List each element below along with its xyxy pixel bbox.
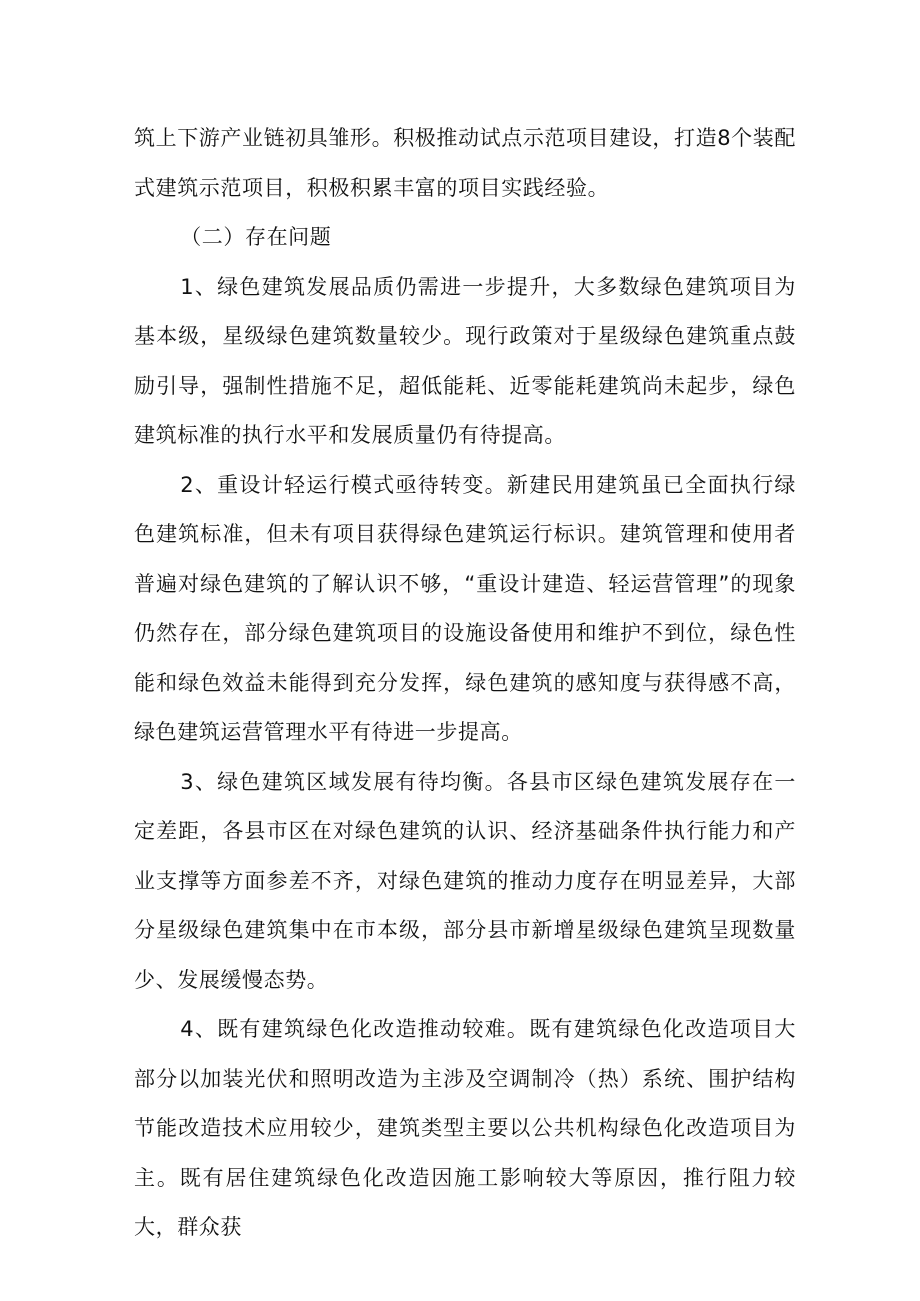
paragraph-item-2: 2、重设计轻运行模式亟待转变。新建民用建筑虽已全面执行绿色建筑标准，但未有项目获得绿色建筑运行标识。建筑管理和使用者普遍对绿色建筑的了解认识不够，“重设计建造、轻运营管理”的现象仍然存在，部分绿色建筑项目的设施设备使用和维护不到位，绿色性能和绿色效益未能得到充分发挥，绿色建筑的感知度与获得感不高，绿色建筑运营管理水平有待进一步提高。 <box>134 472 796 744</box>
document-body <box>134 114 796 1253</box>
paragraph-item-3: 3、绿色建筑区域发展有待均衡。各县市区绿色建筑发展存在一定差距，各县市区在对绿色建筑的认识、经济基础条件执行能力和产业支撑等方面参差不齐，对绿色建筑的推动力度存在明显差异，大部分星级绿色建筑集中在市本级，部分县市新增星级绿色建筑呈现数量少、发展缓慢态势。 <box>134 769 796 992</box>
paragraph-item-1: 1、绿色建筑发展品质仍需进一步提升，大多数绿色建筑项目为基本级，星级绿色建筑数量较少。现行政策对于星级绿色建筑重点鼓励引导，强制性措施不足，超低能耗、近零能耗建筑尚未起步，绿色建筑标准的执行水平和发展质量仍有待提高。 <box>134 274 796 447</box>
paragraph-item-4: 4、既有建筑绿色化改造推动较难。既有建筑绿色化改造项目大部分以加装光伏和照明改造为主涉及空调制冷（热）系统、围护结构节能改造技术应用较少，建筑类型主要以公共机构绿色化改造项目为主。既有居住建筑绿色化改造因施工影响较大等原因，推行阻力较大，群众获 <box>134 1017 796 1239</box>
section-heading: （二）存在问题 <box>180 225 332 249</box>
continuation-paragraph: 筑上下游产业链初具雏形。积极推动试点示范项目建设，打造8个装配式建筑示范项目，积极积累丰富的项目实践经验。 <box>134 126 796 200</box>
